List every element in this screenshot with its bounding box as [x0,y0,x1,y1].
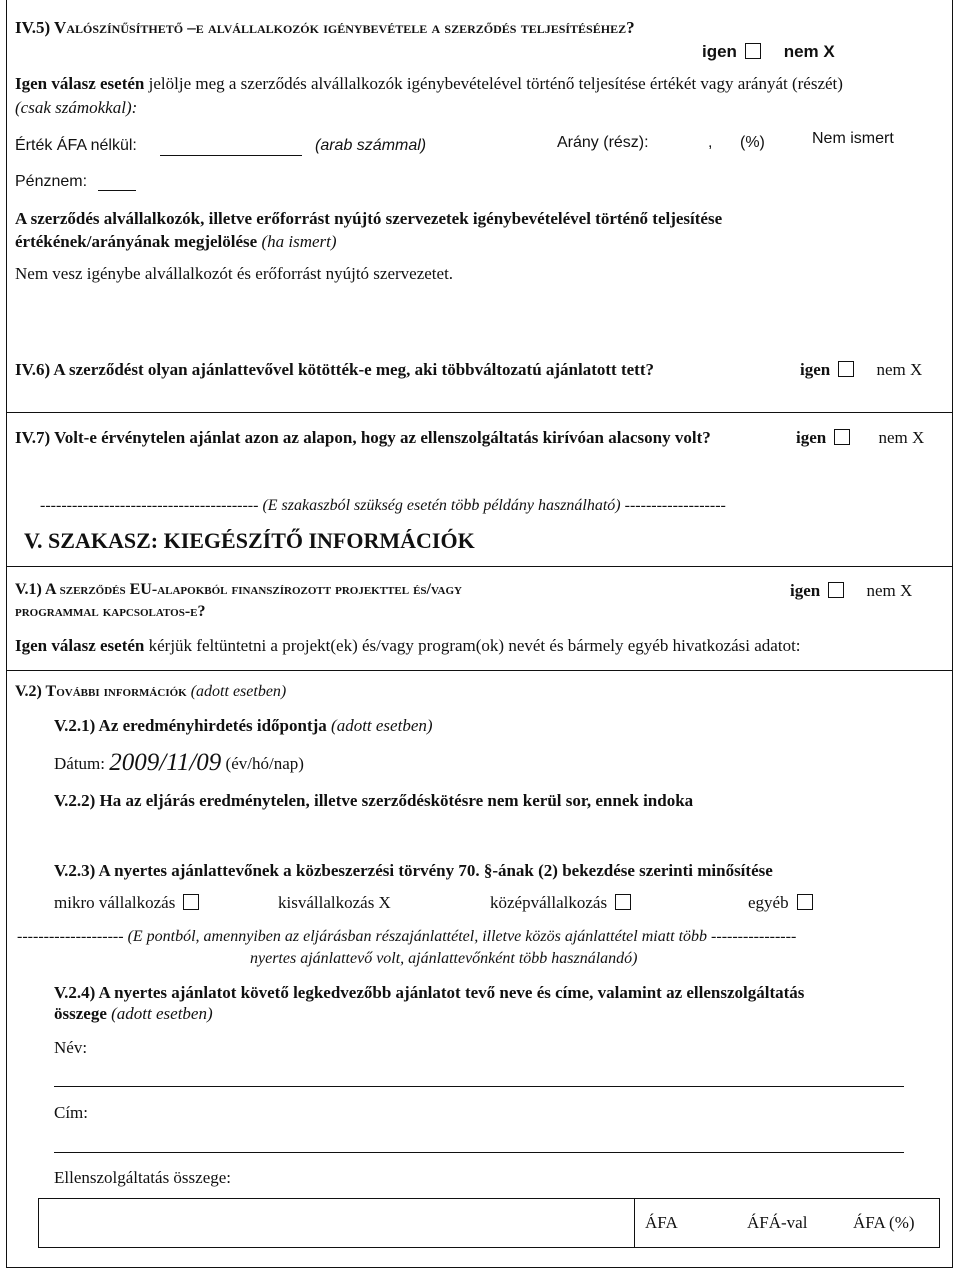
nev-field[interactable] [54,1086,904,1087]
egyeb-checkbox[interactable] [797,894,813,910]
arany-comma: , [708,134,713,151]
ellen-label: Ellenszolgáltatás összege: [54,1168,232,1187]
iv7-text: Volt-e érvénytelen ajánlat azon az alapon, hogy az ellenszolgáltatás kirívóan alacsony volt? [50,428,711,447]
percent-label: (%) [740,134,765,151]
section-v-title: V. SZAKASZ: KIEGÉSZÍTŐ INFORMÁCIÓK [24,528,475,553]
section-iv5-heading: IV.5) Valószínűsíthető –e alvállalkozók igénybevétele a szerződés teljesítéséhez? [15,18,635,37]
v23-note-line2: nyertes ajánlattevő volt, ajánlattevőnként több használandó) [250,950,638,967]
v1-nem-label: nem X [866,581,913,600]
iv5-bold-para-line1: A szerződés alvállalkozók, illetve erőforrást nyújtó szervezetek igénybevételével történő teljesítése [15,209,723,228]
kozep-label: középvállalkozás [490,893,608,912]
v21-italic: (adott esetben) [326,716,433,735]
iv6-nem-label: nem X [876,360,923,379]
section-v-top-line [6,566,952,567]
v24-italic: (adott esetben) [106,1004,213,1023]
afa-pct-label: ÁFA (%) [853,1213,915,1232]
kozep-option [490,893,637,913]
iv6-text: A szerződést olyan ajánlattevővel kötötték-e meg, aki többváltozatú ajánlatott tett? [50,360,654,379]
nem-vesz-text: Nem vesz igénybe alvállalkozót és erőforrást nyújtó szervezetet. [15,264,454,283]
iv5-igen-label: igen [702,42,737,61]
iv7-nem-label: nem X [878,428,925,447]
arab-label: (arab számmal) [315,137,427,154]
frame-bottom [6,1267,952,1268]
v23-note-line1: -------------------- (E pontból, amennyiben az eljárásban részajánlattétel, illetve közös ajánlattétel miatt több ---------------- [17,928,797,945]
iv5-ha-ismert: (ha ismert) [257,232,337,251]
kis-option: kisvállalkozás X [278,893,391,912]
amount-value-cell[interactable] [39,1199,635,1247]
v21-line [54,716,433,736]
v1-igen-checkbox[interactable] [828,582,844,598]
iv6-num: IV.6) [15,360,51,379]
iv5-answer [702,42,835,62]
penznem-label: Pénznem: [15,173,88,190]
iv6-divider [6,412,952,413]
afa-val-label: ÁFÁ-val [747,1213,808,1232]
datum-label: Dátum: [54,754,110,773]
iv7-igen-checkbox[interactable] [834,429,850,445]
iv7-answer [796,428,924,448]
v24-heading-line1: V.2.4) A nyertes ajánlatot követő legkedvezőbb ajánlatot tevő neve és címe, valamint az ellenszolgáltatás [54,983,805,1002]
iv5-igen-checkbox[interactable] [745,43,761,59]
iv5-instr-bold: Igen válasz esetén [15,74,145,93]
ertek-field[interactable] [160,155,302,156]
datum-line [54,749,304,777]
v2-heading [15,683,286,701]
v24-bold: összege [54,1004,107,1023]
v1-instr-bold: Igen válasz esetén [15,636,145,655]
datum-unit: (év/hó/nap) [221,754,304,773]
v1-instr-rest: kérjük feltüntetni a projekt(ek) és/vagy program(ok) nevét és bármely egyéb hivatkozási adatot: [144,636,801,655]
cim-label: Cím: [54,1103,89,1122]
section-iv7 [15,428,711,448]
iv7-num: IV.7) [15,428,51,447]
egyeb-label: egyéb [748,893,789,912]
v21-bold: V.2.1) Az eredményhirdetés időpontja [54,716,327,735]
kozep-checkbox[interactable] [615,894,631,910]
v24-heading-line2 [54,1004,213,1024]
egyeb-option [748,893,819,913]
mikro-label: mikro vállalkozás [54,893,176,912]
amount-table [38,1198,940,1248]
section-iv6 [15,360,654,380]
iv6-igen-label: igen [800,360,831,379]
penznem-field[interactable] [98,190,136,191]
iv5-instr-italic: (csak számokkal): [15,98,138,117]
iv7-igen-label: igen [796,428,827,447]
v1-igen-label: igen [790,581,821,600]
section-repeat-note: ----------------------------------------- (E szakaszból szükség esetén több példány használható) ------------------- [40,497,726,514]
iv5-nem-label: nem X [783,42,835,61]
v22-heading: V.2.2) Ha az eljárás eredménytelen, illetve szerződéskötésre nem kerül sor, ennek indoka [54,791,694,810]
cim-field[interactable] [54,1152,904,1153]
ertek-label: Érték ÁFA nélkül: [15,137,137,154]
arany-label: Arány (rész): [557,134,649,151]
v23-heading: V.2.3) A nyertes ajánlattevőnek a közbeszerzési törvény 70. §-ának (2) bekezdése szerinti minősítése [54,861,773,880]
frame-left [6,0,7,1268]
v1-heading-line2: programmal kapcsolatos-e? [15,603,206,620]
iv5-bold-para-line2 [15,232,337,252]
iv6-igen-checkbox[interactable] [838,361,854,377]
afa-label: ÁFA [645,1213,678,1232]
datum-value: 2009/11/09 [109,749,222,776]
iv5-instr-rest: jelölje meg a szerződés alvállalkozók igénybevételével történő teljesítése értékét vagy arányát (részét) [144,74,843,93]
frame-right [952,0,953,1268]
v2-top-line [6,670,952,671]
v1-heading-line1: V.1) A szerződés EU-alapokból finanszírozott projekttel és/vagy [15,581,462,598]
iv5-bold-para-2: értékének/arányának megjelölése [15,232,258,251]
v1-instruction [15,636,801,656]
nev-label: Név: [54,1038,88,1057]
nem-ismert-label: Nem ismert [812,130,894,147]
iv6-answer [800,360,922,380]
iv5-instruction [15,74,843,94]
mikro-checkbox[interactable] [183,894,199,910]
v2-heading-text: V.2) További információk [15,683,187,700]
v1-answer [790,581,912,601]
mikro-option [54,893,205,913]
v2-heading-italic: (adott esetben) [186,683,287,700]
